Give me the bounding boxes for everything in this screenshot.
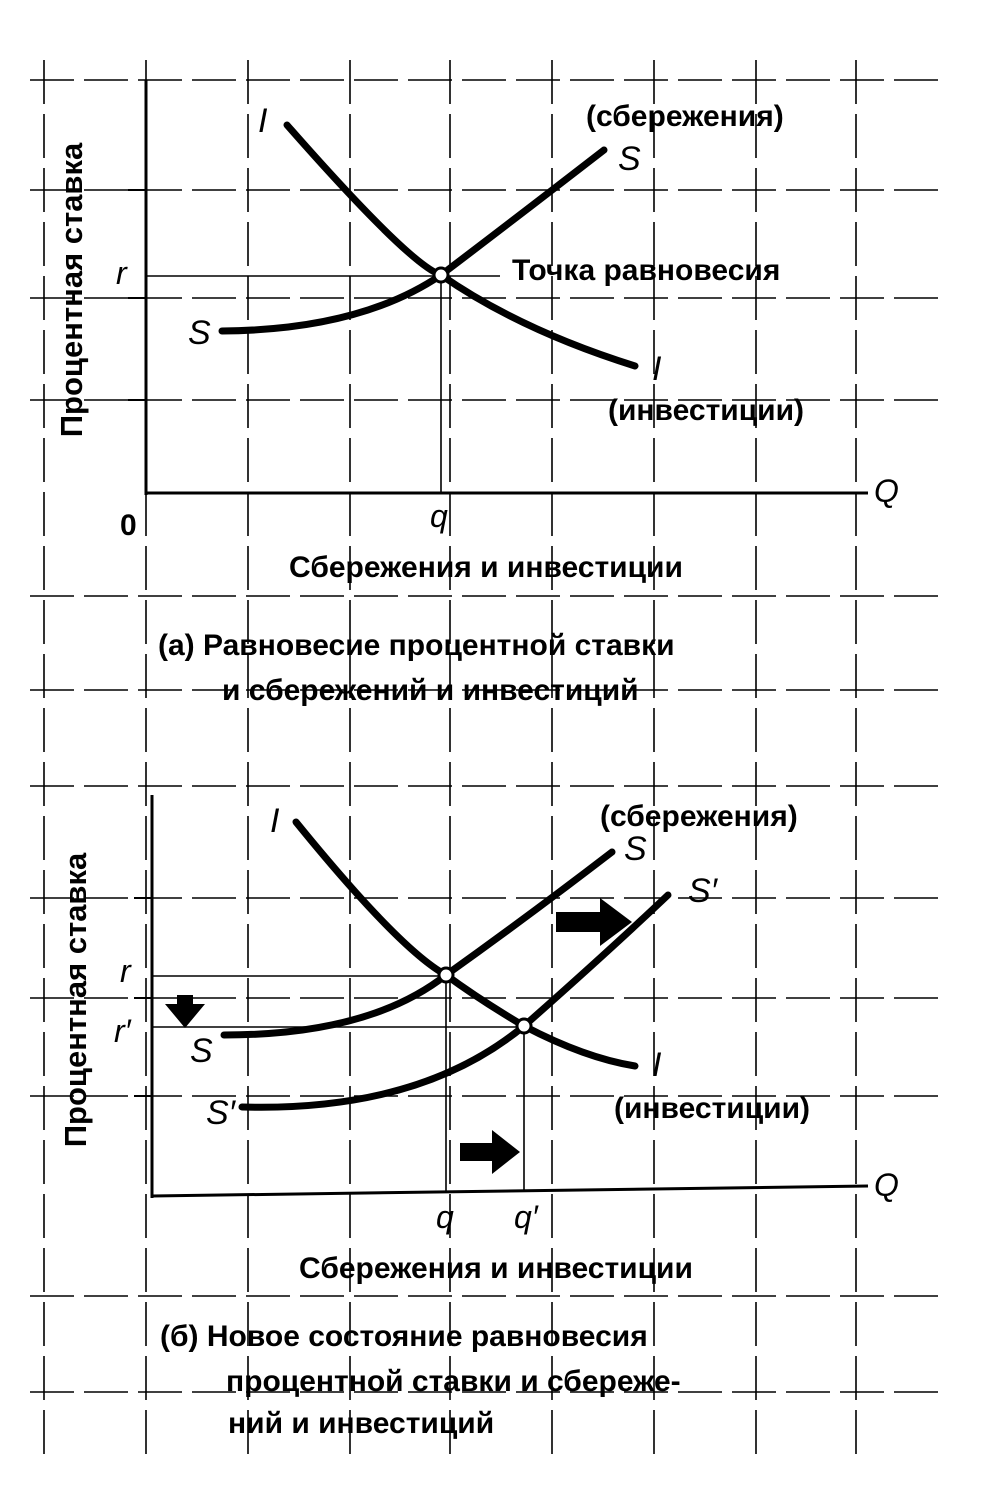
panel-b-Q-label: Q <box>874 1167 899 1203</box>
panel-a-savings-curve <box>222 150 604 331</box>
panel-a-Q-label: Q <box>874 473 899 509</box>
panel-b-caption-line3: ний и инвестиций <box>228 1407 495 1440</box>
panel-a-savings-name: (сбережения) <box>586 100 784 133</box>
panel-b-investment-name: (инвестиции) <box>614 1092 811 1125</box>
panel-b-caption-line1: (б) Новое состояние равновесия <box>160 1320 648 1353</box>
panel-a-I-label-start: I <box>258 102 268 140</box>
panel-b-q-prime-label: q′ <box>514 1199 538 1235</box>
panel-a-S-label-end: S <box>618 140 641 178</box>
panel-b-rate-down-arrow-icon <box>165 995 205 1028</box>
panel-a-investment-curve <box>287 125 635 366</box>
panel-b <box>58 795 899 1440</box>
panel-a-y-ticks <box>128 190 146 400</box>
panel-a-caption-line1: (а) Равновесие процентной ставки <box>158 629 675 662</box>
panel-a-S-label-start: S <box>188 314 211 352</box>
panel-b-S-label-end: S <box>624 830 647 868</box>
panel-a-investment-name: (инвестиции) <box>608 394 805 427</box>
panel-b-y-ticks <box>134 898 152 1096</box>
panel-a-x-axis-title: Сбережения и инвестиции <box>289 551 683 584</box>
panel-b-old-equilibrium-point <box>439 968 453 982</box>
panel-a-origin-label: 0 <box>120 509 137 542</box>
panel-b-caption-line2: процентной ставки и сбереже- <box>226 1365 681 1398</box>
panel-b-savings-name: (сбережения) <box>600 800 798 833</box>
panel-b-I-label-end: I <box>652 1046 662 1084</box>
panel-b-r-label: r <box>120 953 131 989</box>
panel-a <box>54 80 899 707</box>
panel-a-r-label: r <box>116 255 127 291</box>
panel-a-y-axis-title: Процентная ставка <box>54 142 89 438</box>
panel-b-I-label-start: I <box>270 802 280 840</box>
panel-b-r-prime-label: r′ <box>114 1013 131 1049</box>
panel-b-y-axis-title: Процентная ставка <box>58 852 93 1148</box>
panel-b-q-increase-arrow-icon <box>460 1130 520 1174</box>
panel-b-savings-curve <box>224 852 612 1035</box>
panel-a-q-label: q <box>430 498 448 534</box>
panel-b-x-axis <box>152 1186 868 1196</box>
panel-b-x-axis-title: Сбережения и инвестиции <box>299 1252 693 1285</box>
panel-b-new-equilibrium-point <box>517 1019 531 1033</box>
panel-b-S-prime-label-end: S′ <box>688 872 718 910</box>
panel-a-caption-line2: и сбережений и инвестиций <box>222 674 639 707</box>
panel-b-q-label: q <box>436 1199 454 1235</box>
panel-b-investment-curve <box>296 822 635 1066</box>
panel-a-equilibrium-label: Точка равновесия <box>512 254 781 287</box>
panel-a-I-label-end: I <box>652 350 662 388</box>
background-grid <box>30 60 940 1460</box>
panel-b-S-prime-label-start: S′ <box>206 1094 236 1132</box>
panel-b-S-label-start: S <box>190 1032 213 1070</box>
panel-a-equilibrium-point <box>434 268 448 282</box>
